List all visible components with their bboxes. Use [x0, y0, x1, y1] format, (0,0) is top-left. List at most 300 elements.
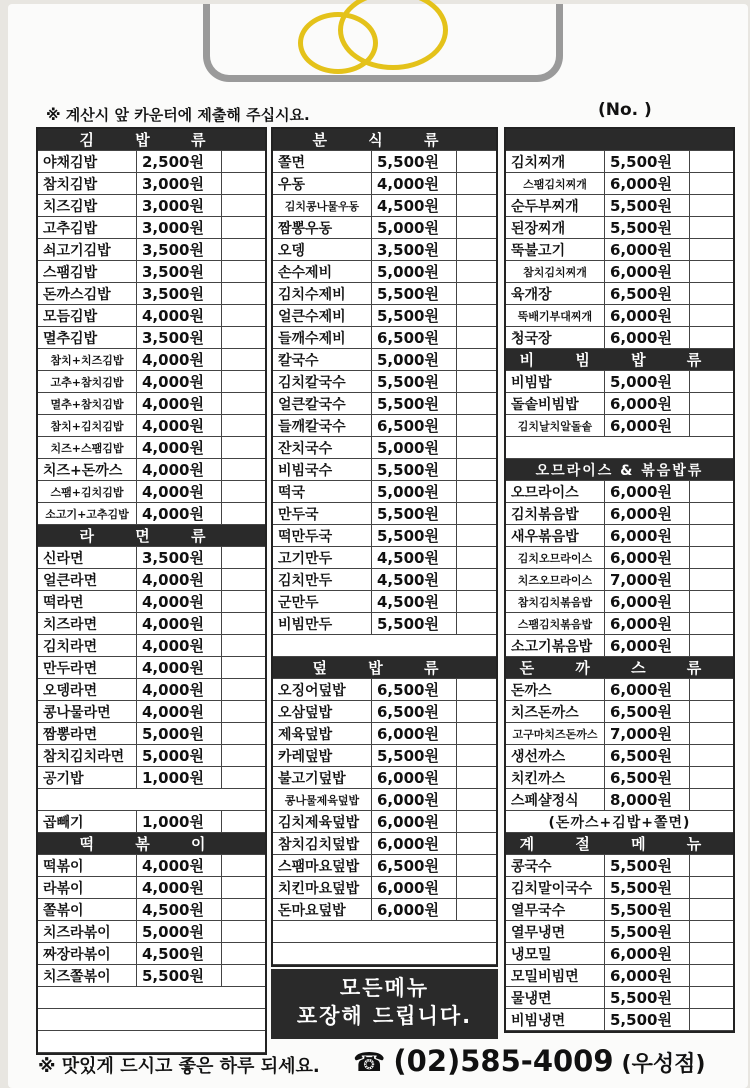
menu-item-row	[273, 569, 496, 591]
menu-item-row	[38, 943, 265, 965]
menu-item-name: 제육덮밥	[273, 723, 372, 744]
menu-item-row	[273, 195, 496, 217]
quantity-cell[interactable]	[690, 613, 733, 634]
menu-item-name: 떡만두국	[273, 525, 372, 546]
menu-item-row	[506, 987, 733, 1009]
quantity-cell[interactable]	[457, 217, 496, 238]
menu-item-price: 5,500원	[372, 305, 457, 326]
menu-item-row	[273, 173, 496, 195]
menu-item-name: 치즈+돈까스	[38, 459, 137, 480]
menu-item-price: 5,500원	[372, 745, 457, 766]
menu-item-price: 4,000원	[372, 173, 457, 194]
menu-item-row	[273, 151, 496, 173]
quantity-cell[interactable]	[222, 921, 265, 942]
menu-item-row	[38, 591, 265, 613]
menu-item-row	[38, 745, 265, 767]
menu-item-row	[273, 701, 496, 723]
menu-item-name: 스페샬정식	[506, 789, 605, 810]
quantity-cell[interactable]	[690, 195, 733, 216]
quantity-cell[interactable]	[222, 217, 265, 238]
menu-item-row	[38, 921, 265, 943]
menu-item-row	[38, 811, 265, 833]
menu-item-price: 5,500원	[372, 613, 457, 634]
quantity-cell[interactable]	[222, 283, 265, 304]
menu-item-price: 5,000원	[605, 371, 690, 392]
menu-item-price: 6,000원	[605, 173, 690, 194]
quantity-cell[interactable]	[690, 701, 733, 722]
menu-item-name: 치즈라볶이	[38, 921, 137, 942]
quantity-cell[interactable]	[690, 305, 733, 326]
menu-item-price: 6,500원	[372, 701, 457, 722]
menu-item-name: 떡국	[273, 481, 372, 502]
blank-row	[506, 437, 733, 459]
quantity-cell[interactable]	[457, 723, 496, 744]
menu-item-name: 김치콩나물우동	[273, 195, 372, 216]
quantity-cell[interactable]	[457, 239, 496, 260]
menu-item-price: 4,000원	[137, 569, 222, 590]
menu-item-row	[506, 283, 733, 305]
header-note: ※ 계산시 앞 카운터에 제출해 주십시요.	[46, 106, 310, 124]
quantity-cell[interactable]	[690, 987, 733, 1008]
quantity-cell[interactable]	[222, 459, 265, 480]
section-header: 분 식 류	[273, 129, 496, 151]
menu-item-name: 짬뽕라면	[38, 723, 137, 744]
menu-item-row	[506, 173, 733, 195]
quantity-cell[interactable]	[690, 789, 733, 810]
quantity-cell[interactable]	[222, 305, 265, 326]
quantity-cell[interactable]	[222, 569, 265, 590]
menu-item-price: 6,000원	[605, 943, 690, 964]
menu-item-row	[38, 701, 265, 723]
menu-item-name: 김치날치알돌솥	[506, 415, 605, 436]
menu-item-name: 된장찌개	[506, 217, 605, 238]
quantity-cell[interactable]	[457, 569, 496, 590]
menu-item-row	[506, 327, 733, 349]
menu-item-row	[38, 173, 265, 195]
menu-item-name: 공기밥	[38, 767, 137, 788]
blank-row	[38, 1031, 265, 1053]
menu-item-price: 4,000원	[137, 591, 222, 612]
menu-item-row	[273, 239, 496, 261]
menu-item-name: 스팸마요덮밥	[273, 855, 372, 876]
blank-row	[273, 635, 496, 657]
quantity-cell[interactable]	[690, 1009, 733, 1030]
quantity-cell[interactable]	[457, 745, 496, 766]
menu-item-name: 치즈라면	[38, 613, 137, 634]
menu-item-row	[506, 679, 733, 701]
quantity-cell[interactable]	[457, 899, 496, 920]
menu-item-row	[273, 547, 496, 569]
menu-item-price: 3,000원	[137, 173, 222, 194]
menu-item-price: 5,500원	[605, 195, 690, 216]
menu-item-row	[506, 1009, 733, 1031]
menu-item-row	[273, 415, 496, 437]
menu-item-price: 4,500원	[372, 547, 457, 568]
menu-item-name: 비빔국수	[273, 459, 372, 480]
quantity-cell[interactable]	[457, 261, 496, 282]
menu-item-name: 김치볶음밥	[506, 503, 605, 524]
menu-item-name: 참치김치라면	[38, 745, 137, 766]
order-number-field[interactable]: (No. )	[598, 100, 652, 120]
menu-item-price: 6,000원	[605, 547, 690, 568]
menu-item-name: 스팸김치찌개	[506, 173, 605, 194]
menu-item-price: 4,000원	[137, 437, 222, 458]
quantity-cell[interactable]	[222, 679, 265, 700]
quantity-cell[interactable]	[690, 503, 733, 524]
quantity-cell[interactable]	[457, 349, 496, 370]
quantity-cell[interactable]	[690, 481, 733, 502]
quantity-cell[interactable]	[690, 965, 733, 986]
quantity-cell[interactable]	[457, 371, 496, 392]
menu-item-name: 소고기볶음밥	[506, 635, 605, 656]
menu-item-price: 3,500원	[137, 261, 222, 282]
quantity-cell[interactable]	[457, 525, 496, 546]
menu-item-name: 카레덮밥	[273, 745, 372, 766]
takeout-banner	[271, 969, 498, 1039]
menu-item-row	[506, 503, 733, 525]
menu-item-row	[506, 921, 733, 943]
quantity-cell[interactable]	[457, 415, 496, 436]
menu-item-row	[273, 217, 496, 239]
quantity-cell[interactable]	[457, 591, 496, 612]
menu-item-row	[273, 481, 496, 503]
menu-item-price: 3,000원	[137, 217, 222, 238]
menu-item-name: 짜장라볶이	[38, 943, 137, 964]
menu-item-price: 5,000원	[372, 261, 457, 282]
menu-item-price: 3,000원	[137, 195, 222, 216]
menu-item-row	[506, 525, 733, 547]
menu-item-row	[273, 723, 496, 745]
menu-item-name: 스팸김치볶음밥	[506, 613, 605, 634]
menu-item-price: 6,500원	[372, 415, 457, 436]
quantity-cell[interactable]	[222, 437, 265, 458]
header-bar	[506, 129, 733, 151]
menu-item-row	[38, 349, 265, 371]
menu-item-name: 비빔밥	[506, 371, 605, 392]
menu-item-row	[38, 305, 265, 327]
menu-item-row	[273, 503, 496, 525]
menu-item-price: 1,000원	[137, 811, 222, 832]
menu-item-row	[506, 855, 733, 877]
menu-item-name: 멸추김밥	[38, 327, 137, 348]
quantity-cell[interactable]	[690, 217, 733, 238]
menu-item-name: 만두국	[273, 503, 372, 524]
menu-item-price: 3,500원	[137, 283, 222, 304]
quantity-cell[interactable]	[222, 481, 265, 502]
menu-item-row	[38, 393, 265, 415]
quantity-cell[interactable]	[690, 547, 733, 568]
menu-item-price: 6,000원	[605, 481, 690, 502]
blank-row	[38, 987, 265, 1009]
menu-item-price: 4,000원	[137, 415, 222, 436]
quantity-cell[interactable]	[457, 481, 496, 502]
quantity-cell[interactable]	[457, 789, 496, 810]
quantity-cell[interactable]	[222, 723, 265, 744]
menu-item-name: 치즈돈까스	[506, 701, 605, 722]
menu-item-row	[273, 393, 496, 415]
menu-item-row	[273, 767, 496, 789]
menu-item-price: 6,000원	[605, 261, 690, 282]
menu-item-name: 물냉면	[506, 987, 605, 1008]
menu-item-row	[38, 657, 265, 679]
quantity-cell[interactable]	[690, 635, 733, 656]
quantity-cell[interactable]	[457, 305, 496, 326]
quantity-cell[interactable]	[222, 173, 265, 194]
quantity-cell[interactable]	[690, 767, 733, 788]
menu-item-price: 7,000원	[605, 569, 690, 590]
menu-item-name: 멸추+참치김밥	[38, 393, 137, 414]
quantity-cell[interactable]	[222, 415, 265, 436]
quantity-cell[interactable]	[222, 635, 265, 656]
menu-item-price: 4,000원	[137, 679, 222, 700]
menu-item-name: 돈까스	[506, 679, 605, 700]
menu-item-row	[506, 547, 733, 569]
menu-item-name: 얼큰칼국수	[273, 393, 372, 414]
quantity-cell[interactable]	[690, 921, 733, 942]
quantity-cell[interactable]	[222, 657, 265, 678]
menu-item-name: 떡볶이	[38, 855, 137, 876]
menu-item-row	[506, 701, 733, 723]
quantity-cell[interactable]	[690, 393, 733, 414]
menu-item-price: 5,000원	[137, 723, 222, 744]
quantity-cell[interactable]	[222, 239, 265, 260]
menu-item-row	[506, 745, 733, 767]
menu-item-name: 들깨칼국수	[273, 415, 372, 436]
menu-item-price: 3,500원	[137, 239, 222, 260]
quantity-cell[interactable]	[690, 899, 733, 920]
quantity-cell[interactable]	[457, 547, 496, 568]
quantity-cell[interactable]	[222, 965, 265, 986]
menu-item-row	[38, 437, 265, 459]
section-header: 오므라이스 & 볶음밥류	[506, 459, 733, 481]
menu-item-price: 6,000원	[372, 767, 457, 788]
quantity-cell[interactable]	[457, 833, 496, 854]
quantity-cell[interactable]	[457, 459, 496, 480]
quantity-cell[interactable]	[457, 151, 496, 172]
quantity-cell[interactable]	[690, 261, 733, 282]
quantity-cell[interactable]	[457, 195, 496, 216]
menu-item-name: 치즈+스팸김밥	[38, 437, 137, 458]
quantity-cell[interactable]	[222, 349, 265, 370]
menu-item-name: 쫄면	[273, 151, 372, 172]
menu-item-name: 곱빼기	[38, 811, 137, 832]
menu-item-price: 6,000원	[605, 327, 690, 348]
menu-item-name: 김치제육덮밥	[273, 811, 372, 832]
menu-item-price: 5,500원	[372, 371, 457, 392]
menu-item-price: 1,000원	[137, 767, 222, 788]
blank-row	[38, 1009, 265, 1031]
footer-message: ※ 맛있게 드시고 좋은 하루 되세요.	[38, 1056, 320, 1077]
quantity-cell[interactable]	[457, 613, 496, 634]
menu-item-row	[38, 283, 265, 305]
quantity-cell[interactable]	[690, 723, 733, 744]
quantity-cell[interactable]	[222, 195, 265, 216]
menu-item-name: 모밀비빔면	[506, 965, 605, 986]
blank-row	[273, 943, 496, 965]
quantity-cell[interactable]	[222, 767, 265, 788]
menu-item-price: 5,500원	[372, 525, 457, 546]
menu-item-name: 치즈쫄볶이	[38, 965, 137, 986]
menu-item-name: 뚝불고기	[506, 239, 605, 260]
menu-item-row	[273, 811, 496, 833]
menu-item-price: 6,500원	[605, 283, 690, 304]
quantity-cell[interactable]	[457, 767, 496, 788]
menu-item-name: 비빔냉면	[506, 1009, 605, 1030]
menu-item-row	[38, 679, 265, 701]
menu-item-row	[273, 261, 496, 283]
menu-item-name: 들깨수제비	[273, 327, 372, 348]
menu-item-price: 3,500원	[137, 327, 222, 348]
menu-item-name: 참치김치덮밥	[273, 833, 372, 854]
menu-item-price: 6,000원	[605, 305, 690, 326]
quantity-cell[interactable]	[690, 745, 733, 766]
quantity-cell[interactable]	[690, 371, 733, 392]
quantity-cell[interactable]	[690, 943, 733, 964]
menu-item-name: 참치김치찌개	[506, 261, 605, 282]
menu-sheet	[8, 4, 748, 1088]
quantity-cell[interactable]	[690, 855, 733, 876]
quantity-cell[interactable]	[222, 371, 265, 392]
menu-item-price: 5,500원	[372, 283, 457, 304]
section-header: 김 밥 류	[38, 129, 265, 151]
quantity-cell[interactable]	[690, 877, 733, 898]
quantity-cell[interactable]	[457, 855, 496, 876]
quantity-cell[interactable]	[690, 679, 733, 700]
menu-item-price: 7,000원	[605, 723, 690, 744]
menu-item-price: 6,000원	[605, 239, 690, 260]
menu-item-row	[273, 613, 496, 635]
menu-item-price: 6,000원	[605, 613, 690, 634]
menu-column-middle	[271, 127, 498, 967]
quantity-cell[interactable]	[222, 745, 265, 766]
menu-item-name: 고추김밥	[38, 217, 137, 238]
quantity-cell[interactable]	[222, 613, 265, 634]
quantity-cell[interactable]	[222, 877, 265, 898]
quantity-cell[interactable]	[690, 173, 733, 194]
quantity-cell[interactable]	[690, 415, 733, 436]
menu-item-row	[273, 371, 496, 393]
menu-item-row	[273, 525, 496, 547]
menu-item-row	[506, 371, 733, 393]
menu-item-row	[38, 767, 265, 789]
menu-item-name: 육개장	[506, 283, 605, 304]
menu-item-price: 5,500원	[605, 899, 690, 920]
menu-item-name: 치킨까스	[506, 767, 605, 788]
menu-item-row	[38, 723, 265, 745]
section-header: 라 면 류	[38, 525, 265, 547]
quantity-cell[interactable]	[222, 393, 265, 414]
quantity-cell[interactable]	[222, 151, 265, 172]
quantity-cell[interactable]	[457, 877, 496, 898]
quantity-cell[interactable]	[690, 239, 733, 260]
menu-item-row	[38, 217, 265, 239]
menu-item-name: 치즈김밥	[38, 195, 137, 216]
menu-item-row	[273, 283, 496, 305]
quantity-cell[interactable]	[690, 283, 733, 304]
menu-item-price: 4,000원	[137, 877, 222, 898]
quantity-cell[interactable]	[457, 701, 496, 722]
quantity-cell[interactable]	[222, 261, 265, 282]
menu-item-price: 4,500원	[137, 943, 222, 964]
quantity-cell[interactable]	[457, 283, 496, 304]
blank-row	[273, 921, 496, 943]
quantity-cell[interactable]	[222, 503, 265, 524]
menu-item-row	[506, 305, 733, 327]
menu-item-name: 야채김밥	[38, 151, 137, 172]
menu-item-row	[273, 899, 496, 921]
menu-item-name: 참치김밥	[38, 173, 137, 194]
menu-item-row	[506, 877, 733, 899]
quantity-cell[interactable]	[222, 899, 265, 920]
menu-item-price: 6,500원	[372, 679, 457, 700]
menu-item-name: 모듬김밥	[38, 305, 137, 326]
menu-item-name: 김치라면	[38, 635, 137, 656]
menu-item-name: 돌솥비빔밥	[506, 393, 605, 414]
menu-item-price: 5,000원	[372, 217, 457, 238]
quantity-cell[interactable]	[690, 591, 733, 612]
quantity-cell[interactable]	[222, 701, 265, 722]
quantity-cell[interactable]	[457, 173, 496, 194]
menu-item-price: 6,000원	[372, 789, 457, 810]
quantity-cell[interactable]	[690, 151, 733, 172]
menu-item-price: 4,000원	[137, 393, 222, 414]
quantity-cell[interactable]	[690, 569, 733, 590]
menu-item-row	[38, 261, 265, 283]
quantity-cell[interactable]	[222, 547, 265, 568]
branch-name: (우성점)	[621, 1052, 706, 1077]
section-header: 덮 밥 류	[273, 657, 496, 679]
menu-item-row	[38, 239, 265, 261]
menu-column-left	[36, 127, 267, 1055]
quantity-cell[interactable]	[222, 811, 265, 832]
quantity-cell[interactable]	[222, 591, 265, 612]
quantity-cell[interactable]	[457, 503, 496, 524]
quantity-cell[interactable]	[222, 943, 265, 964]
menu-item-name: 김치말이국수	[506, 877, 605, 898]
menu-item-name: 돈까스김밥	[38, 283, 137, 304]
menu-item-row	[38, 481, 265, 503]
menu-item-row	[273, 349, 496, 371]
menu-item-name: 참치김치볶음밥	[506, 591, 605, 612]
section-header: 떡 볶 이	[38, 833, 265, 855]
quantity-cell[interactable]	[690, 327, 733, 348]
quantity-cell[interactable]	[457, 679, 496, 700]
menu-item-row	[506, 481, 733, 503]
menu-item-price: 4,000원	[137, 613, 222, 634]
quantity-cell[interactable]	[222, 327, 265, 348]
menu-item-name: 고추+참치김밥	[38, 371, 137, 392]
combo-note: (돈까스+김밥+쫄면)	[506, 811, 733, 833]
quantity-cell[interactable]	[222, 855, 265, 876]
menu-item-name: 쫄볶이	[38, 899, 137, 920]
menu-item-name: 열무냉면	[506, 921, 605, 942]
quantity-cell[interactable]	[457, 393, 496, 414]
menu-item-name: 얼큰수제비	[273, 305, 372, 326]
menu-item-row	[38, 503, 265, 525]
takeout-line1: 모든메뉴	[339, 976, 430, 1000]
menu-item-name: 비빔만두	[273, 613, 372, 634]
takeout-line2: 포장해 드립니다.	[296, 1004, 473, 1028]
menu-item-price: 5,500원	[605, 217, 690, 238]
quantity-cell[interactable]	[690, 525, 733, 546]
quantity-cell[interactable]	[457, 437, 496, 458]
quantity-cell[interactable]	[457, 327, 496, 348]
quantity-cell[interactable]	[457, 811, 496, 832]
blank-row	[38, 789, 265, 811]
menu-item-row	[506, 569, 733, 591]
menu-item-name: 떡라면	[38, 591, 137, 612]
menu-item-name: 소고기+고추김밥	[38, 503, 137, 524]
